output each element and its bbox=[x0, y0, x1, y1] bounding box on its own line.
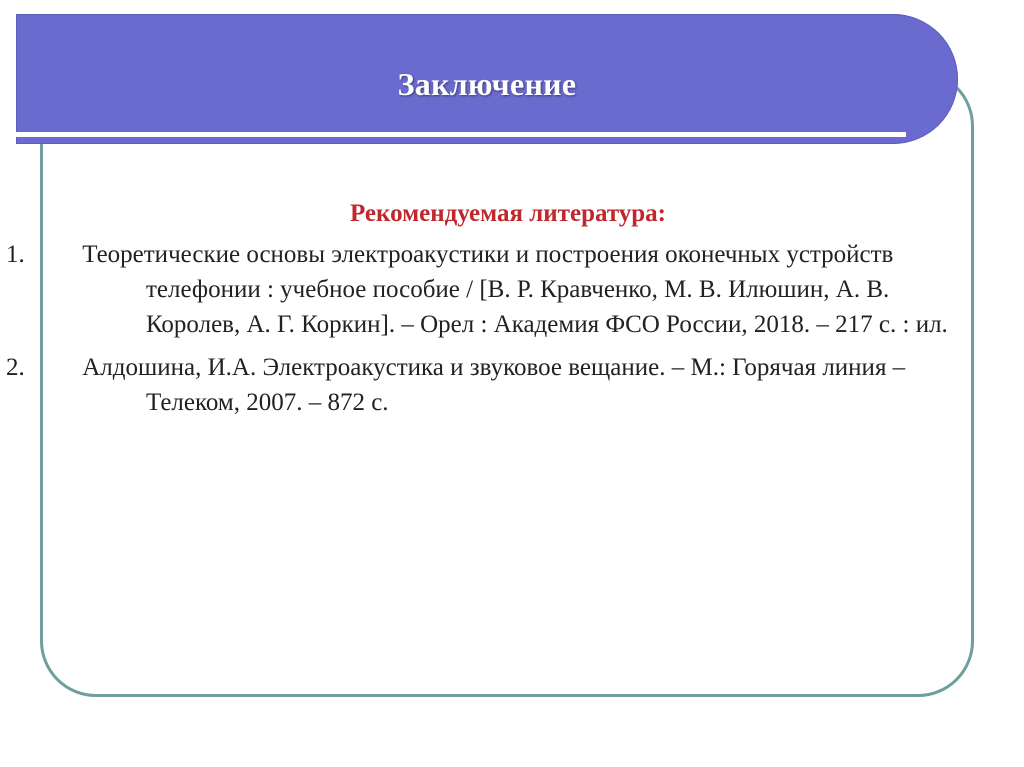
reference-item: 2. Алдошина, И.А. Электроакустика и звуковое вещание. – М.: Горячая линия – Телеком, 2007. – 872 с. bbox=[6, 354, 906, 416]
title-bar bbox=[16, 14, 958, 144]
reference-item: 1. Теоретические основы электроакустики и построения оконечных устройств телефонии : учебное пособие / [В. Р. Кравченко, М. В. Илюшин, А. В. Королев, А. Г. Коркин]. – Орел : Академия ФСО России, 2018. – 217 с. : ил. bbox=[6, 241, 948, 338]
references-heading: Рекомендуемая литература: bbox=[349, 200, 666, 227]
title-underline bbox=[16, 132, 906, 137]
reference-text: Алдошина, И.А. Электроакустика и звуковое вещание. – М.: Горячая линия – Телеком, 2007. – 872 с. bbox=[82, 354, 906, 416]
reference-text: Теоретические основы электроакустики и построения оконечных устройств телефонии : учебное пособие / [В. Р. Кравченко, М. В. Илюшин, А. В. Королев, А. Г. Коркин]. – Орел : Академия ФСО России, 2018. – 217 с. : ил. bbox=[82, 241, 948, 338]
slide-title: Заключение bbox=[397, 66, 577, 102]
slide-content bbox=[6, 196, 956, 428]
